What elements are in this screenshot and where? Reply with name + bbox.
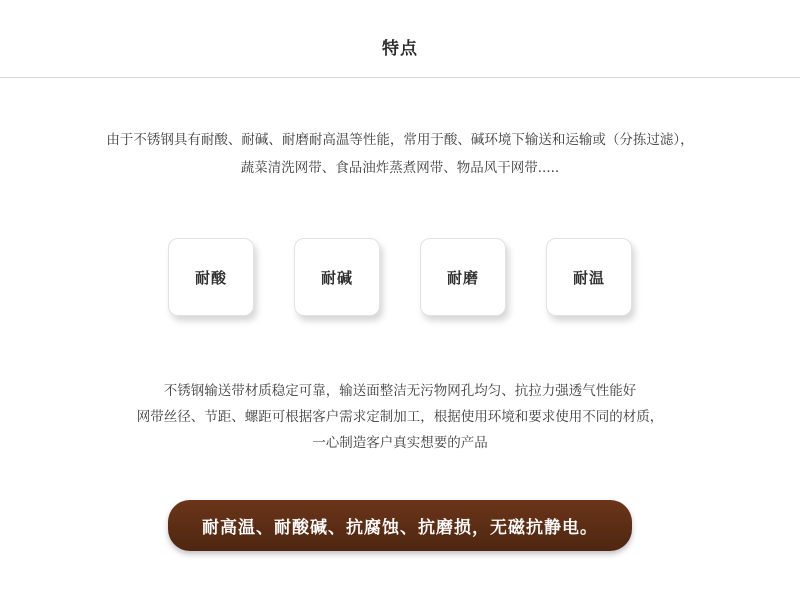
feature-card-acid-resistant: [168, 238, 254, 316]
feature-card-label: 耐酸: [194, 268, 227, 287]
feature-card-label: 耐温: [572, 268, 605, 287]
description-line-3: 一心制造客户真实想要的产品: [312, 435, 488, 451]
intro-line-1: 由于不锈钢具有耐酸、耐碱、耐磨耐高温等性能，常用于酸、碱环境下输送和运输或（分拣过滤），: [106, 132, 694, 148]
feature-card-label: 耐磨: [446, 268, 479, 287]
feature-card-alkali-resistant: [294, 238, 380, 316]
description-paragraph: [0, 378, 800, 456]
page-header: [0, 0, 800, 78]
feature-card-temperature-resistant: [546, 238, 632, 316]
intro-paragraph: [0, 126, 800, 182]
feature-card-wear-resistant: [420, 238, 506, 316]
feature-card-list: [0, 238, 800, 316]
page-title: 特点: [382, 39, 418, 59]
highlight-banner: 耐高温、耐酸碱、抗腐蚀、抗磨损，无磁抗静电。: [168, 500, 632, 551]
intro-line-2: 蔬菜清洗网带、食品油炸蒸煮网带、物品风干网带.....: [240, 160, 560, 176]
highlight-banner-container: [0, 500, 800, 551]
description-line-1: 不锈钢输送带材质稳定可靠，输送面整洁无污物网孔均匀、抗拉力强透气性能好: [163, 383, 637, 399]
feature-card-label: 耐碱: [320, 268, 353, 287]
description-line-2: 网带丝径、节距、螺距可根据客户需求定制加工，根据使用环境和要求使用不同的材质，: [136, 409, 664, 425]
